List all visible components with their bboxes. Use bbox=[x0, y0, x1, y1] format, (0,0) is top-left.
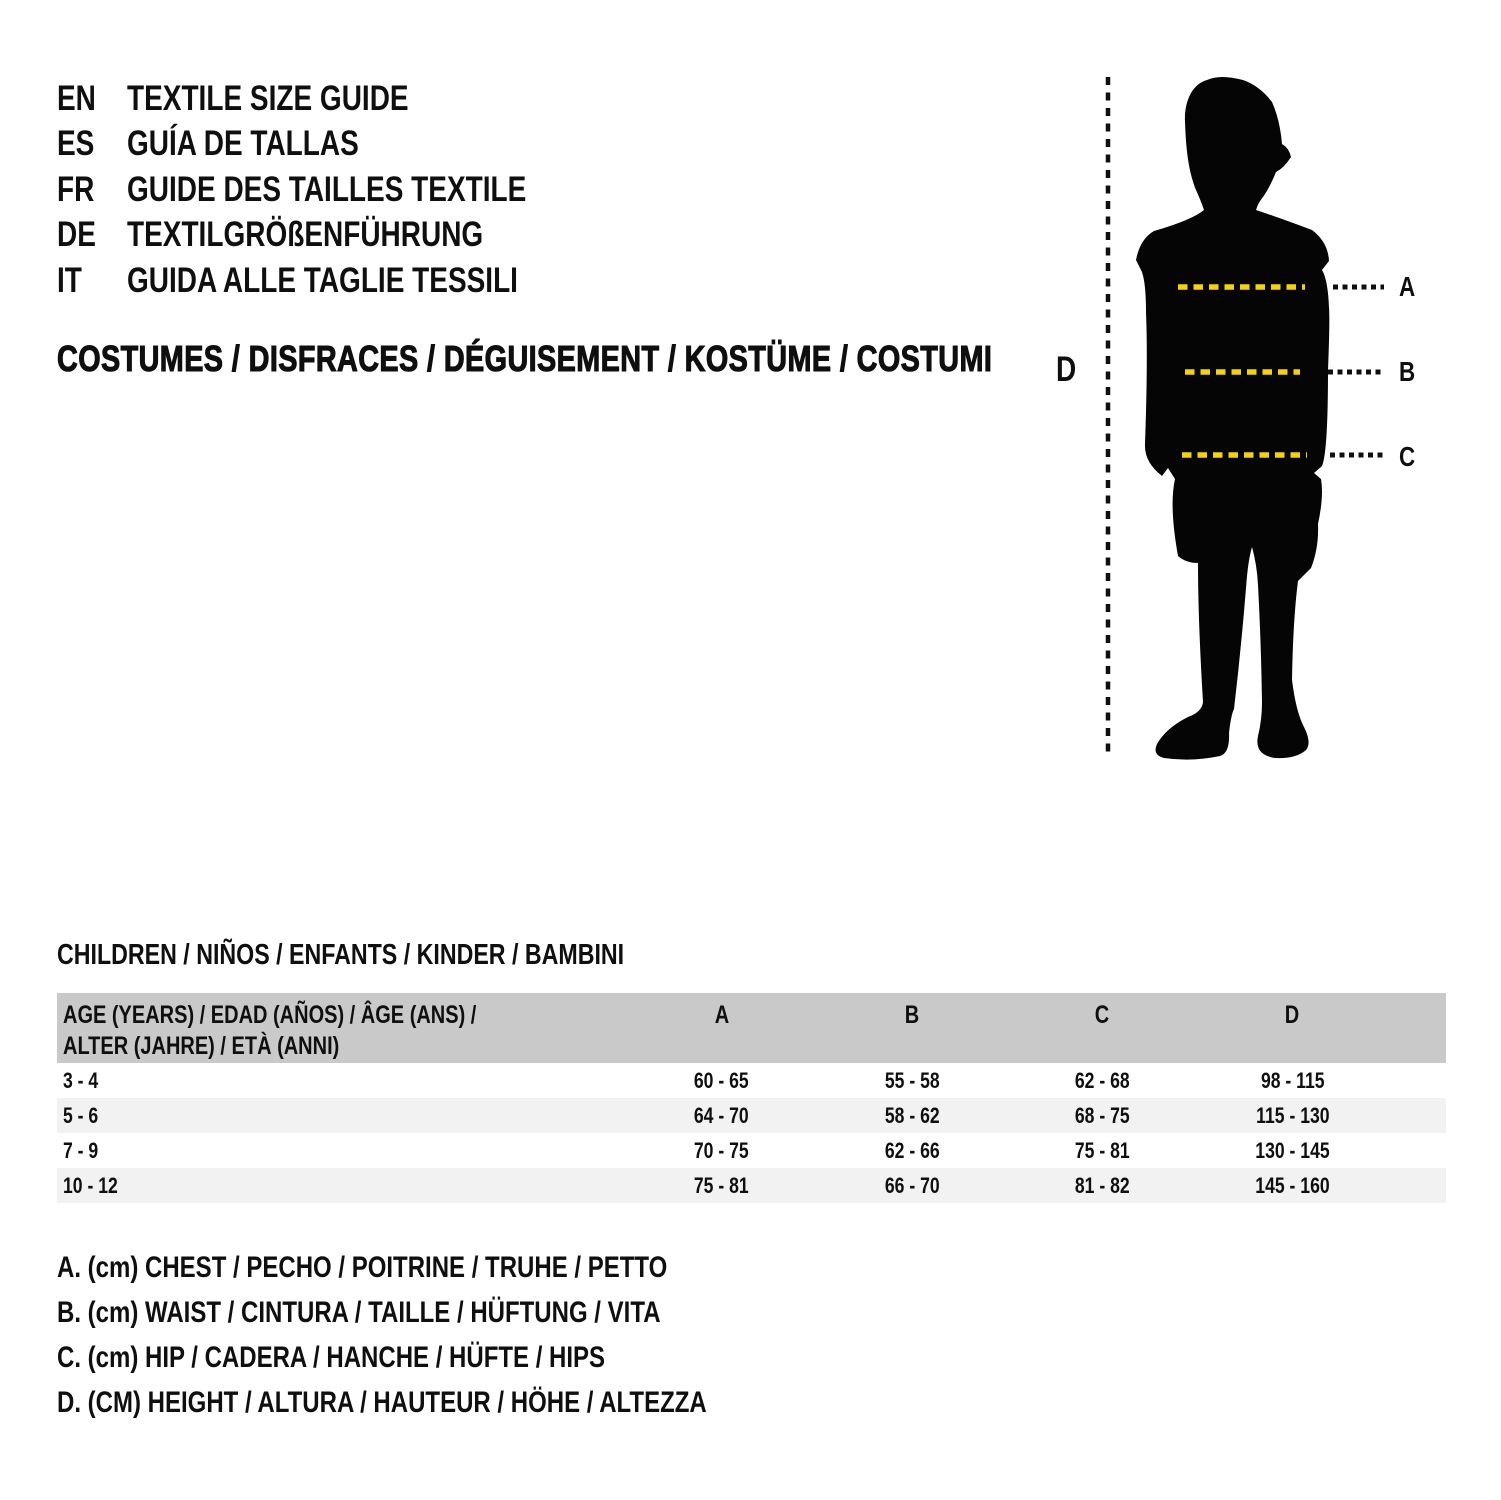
header-col-a: A bbox=[714, 1001, 729, 1029]
language-label: GUIDA ALLE TAGLIE TESSILI bbox=[127, 260, 518, 300]
language-label: GUÍA DE TALLAS bbox=[127, 124, 359, 164]
table-row bbox=[57, 1098, 1446, 1133]
waist-cell: 55 - 58 bbox=[884, 1067, 940, 1093]
language-row-it bbox=[57, 258, 626, 303]
header-age-line2: ALTER (JAHRE) / ETÀ (ANNI) bbox=[63, 1032, 340, 1060]
chest-cell: 60 - 65 bbox=[694, 1067, 750, 1093]
height-cell: 115 - 130 bbox=[1255, 1102, 1330, 1128]
language-label: GUIDE DES TAILLES TEXTILE bbox=[127, 169, 527, 209]
measure-label-b: B bbox=[1399, 356, 1416, 387]
language-label: TEXTILE SIZE GUIDE bbox=[127, 79, 409, 118]
height-cell: 130 - 145 bbox=[1255, 1137, 1330, 1163]
age-cell: 7 - 9 bbox=[63, 1137, 99, 1163]
language-row-de bbox=[57, 212, 626, 257]
language-code: IT bbox=[57, 260, 82, 300]
header-col-b: B bbox=[904, 1001, 920, 1029]
hip-cell: 75 - 81 bbox=[1074, 1137, 1130, 1163]
chest-cell: 64 - 70 bbox=[694, 1102, 750, 1128]
child-silhouette-figure bbox=[1100, 60, 1400, 760]
hip-cell: 62 - 68 bbox=[1074, 1067, 1130, 1093]
section-title-children: CHILDREN / NIÑOS / ENFANTS / KINDER / BAMBINI bbox=[57, 939, 625, 971]
header-age-cell bbox=[57, 993, 626, 1062]
table-header-row bbox=[57, 993, 1446, 1063]
height-cell: 98 - 115 bbox=[1260, 1067, 1325, 1093]
hip-cell: 81 - 82 bbox=[1074, 1172, 1130, 1198]
language-list bbox=[57, 76, 626, 303]
age-cell: 3 - 4 bbox=[63, 1067, 99, 1093]
measure-label-c: C bbox=[1399, 441, 1416, 472]
measure-label-d: D bbox=[1056, 350, 1077, 389]
hip-cell: 68 - 75 bbox=[1074, 1102, 1130, 1128]
waist-cell: 58 - 62 bbox=[884, 1102, 940, 1128]
size-table bbox=[57, 993, 1446, 1203]
table-row bbox=[57, 1063, 1446, 1098]
chest-cell: 70 - 75 bbox=[694, 1137, 750, 1163]
measure-legend bbox=[57, 1245, 869, 1425]
legend-line-chest: A. (cm) CHEST / PECHO / POITRINE / TRUHE / PETTO bbox=[57, 1251, 668, 1284]
height-cell: 145 - 160 bbox=[1255, 1172, 1330, 1198]
language-row-es bbox=[57, 121, 626, 166]
chest-cell: 75 - 81 bbox=[694, 1172, 750, 1198]
header-age-line1: AGE (YEARS) / EDAD (AÑOS) / ÂGE (ANS) / bbox=[63, 1001, 477, 1029]
language-row-en bbox=[57, 76, 626, 121]
header-col-c: C bbox=[1094, 1001, 1110, 1029]
legend-line-hip: C. (cm) HIP / CADERA / HANCHE / HÜFTE / HIPS bbox=[57, 1341, 606, 1374]
language-row-fr bbox=[57, 167, 626, 212]
age-cell: 5 - 6 bbox=[63, 1102, 99, 1128]
category-title: COSTUMES / DISFRACES / DÉGUISEMENT / KOSTÜME / COSTUMI bbox=[57, 338, 993, 379]
language-code: EN bbox=[57, 79, 96, 118]
table-row bbox=[57, 1133, 1446, 1168]
language-code: DE bbox=[57, 215, 96, 255]
header-col-d: D bbox=[1285, 1001, 1300, 1029]
waist-cell: 66 - 70 bbox=[884, 1172, 940, 1198]
legend-line-height: D. (CM) HEIGHT / ALTURA / HAUTEUR / HÖHE / ALTEZZA bbox=[57, 1386, 707, 1419]
table-row bbox=[57, 1168, 1446, 1203]
child-silhouette bbox=[1136, 77, 1329, 760]
language-code: ES bbox=[57, 124, 95, 164]
legend-line-waist: B. (cm) WAIST / CINTURA / TAILLE / HÜFTUNG / VITA bbox=[57, 1296, 661, 1329]
language-code: FR bbox=[57, 169, 95, 209]
waist-cell: 62 - 66 bbox=[884, 1137, 940, 1163]
age-cell: 10 - 12 bbox=[63, 1172, 118, 1198]
language-label: TEXTILGRÖßENFÜHRUNG bbox=[127, 215, 484, 255]
measure-label-a: A bbox=[1399, 271, 1416, 302]
